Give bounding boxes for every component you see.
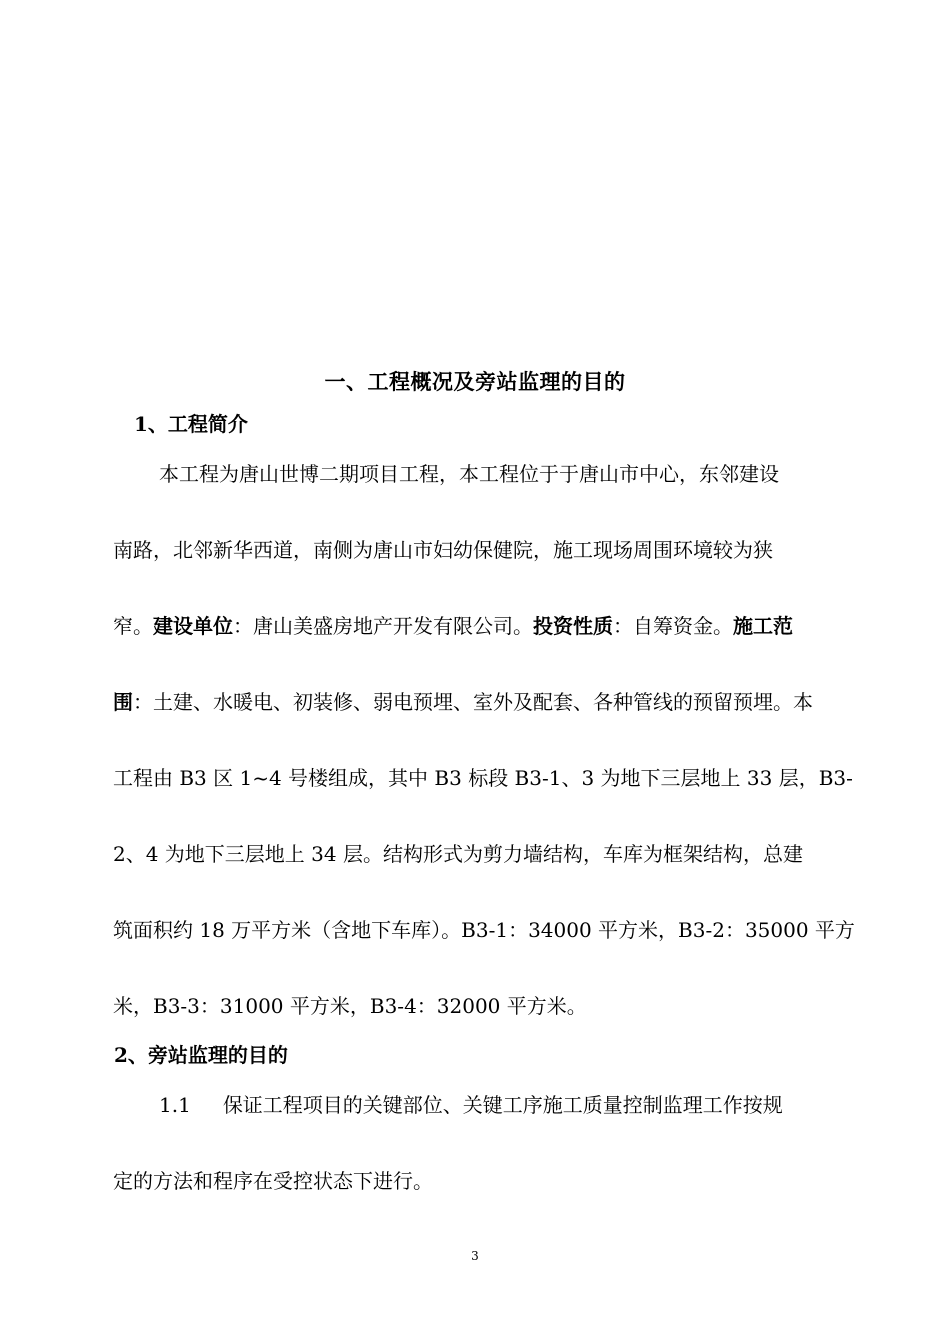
item-number: 1.1 bbox=[159, 1093, 191, 1117]
line-text: 筑面积约 18 万平方米（含地下车库）。B3-1：34000 平方米，B3-2：35000 平方 bbox=[113, 918, 855, 942]
line-text: 定的方法和程序在受控状态下进行。 bbox=[113, 1169, 433, 1193]
page-number: 3 bbox=[471, 1249, 479, 1263]
paragraph-line bbox=[113, 531, 839, 569]
label-construction-scope: 施工范 bbox=[733, 614, 793, 638]
label-investment-nature: 投资性质 bbox=[533, 614, 613, 638]
paragraph-line bbox=[113, 759, 853, 797]
paragraph-line bbox=[113, 455, 839, 493]
paragraph-line bbox=[113, 1086, 839, 1124]
line-text: 米，B3-3：31000 平方米，B3-4：32000 平方米。 bbox=[113, 994, 587, 1018]
paragraph-line bbox=[113, 911, 855, 949]
line-text: 围：土建、水暖电、初装修、弱电预埋、室外及配套、各种管线的预留预埋。本 bbox=[113, 690, 813, 714]
project-intro-paragraph bbox=[113, 455, 855, 1063]
section-heading-supervision-purpose: 2、旁站监理的目的 bbox=[114, 1043, 288, 1067]
paragraph-line bbox=[113, 683, 839, 721]
line-text: 窄。建设单位：唐山美盛房地产开发有限公司。投资性质：自筹资金。施工范 bbox=[113, 614, 793, 638]
line-text: 南路，北邻新华西道，南侧为唐山市妇幼保健院，施工现场周围环境较为狭 bbox=[113, 538, 773, 562]
line-text: 1.1 保证工程项目的关键部位、关键工序施工质量控制监理工作按规 bbox=[159, 1093, 783, 1117]
paragraph-line bbox=[113, 835, 839, 873]
supervision-purpose-paragraph bbox=[113, 1086, 839, 1238]
section-heading-project-intro: 1、工程简介 bbox=[134, 412, 248, 436]
paragraph-line bbox=[113, 987, 839, 1025]
paragraph-line bbox=[113, 1162, 839, 1200]
paragraph-line bbox=[113, 607, 839, 645]
line-text: 2、4 为地下三层地上 34 层。结构形式为剪力墙结构，车库为框架结构，总建 bbox=[113, 842, 803, 866]
line-text: 工程由 B3 区 1~4 号楼组成，其中 B3 标段 B3-1、3 为地下三层地上 33 层，B3- bbox=[113, 766, 853, 790]
line-text: 本工程为唐山世博二期项目工程，本工程位于于唐山市中心，东邻建设 bbox=[159, 462, 779, 486]
chapter-title: 一、工程概况及旁站监理的目的 bbox=[324, 369, 626, 394]
label-construction-unit: 建设单位 bbox=[153, 614, 233, 638]
